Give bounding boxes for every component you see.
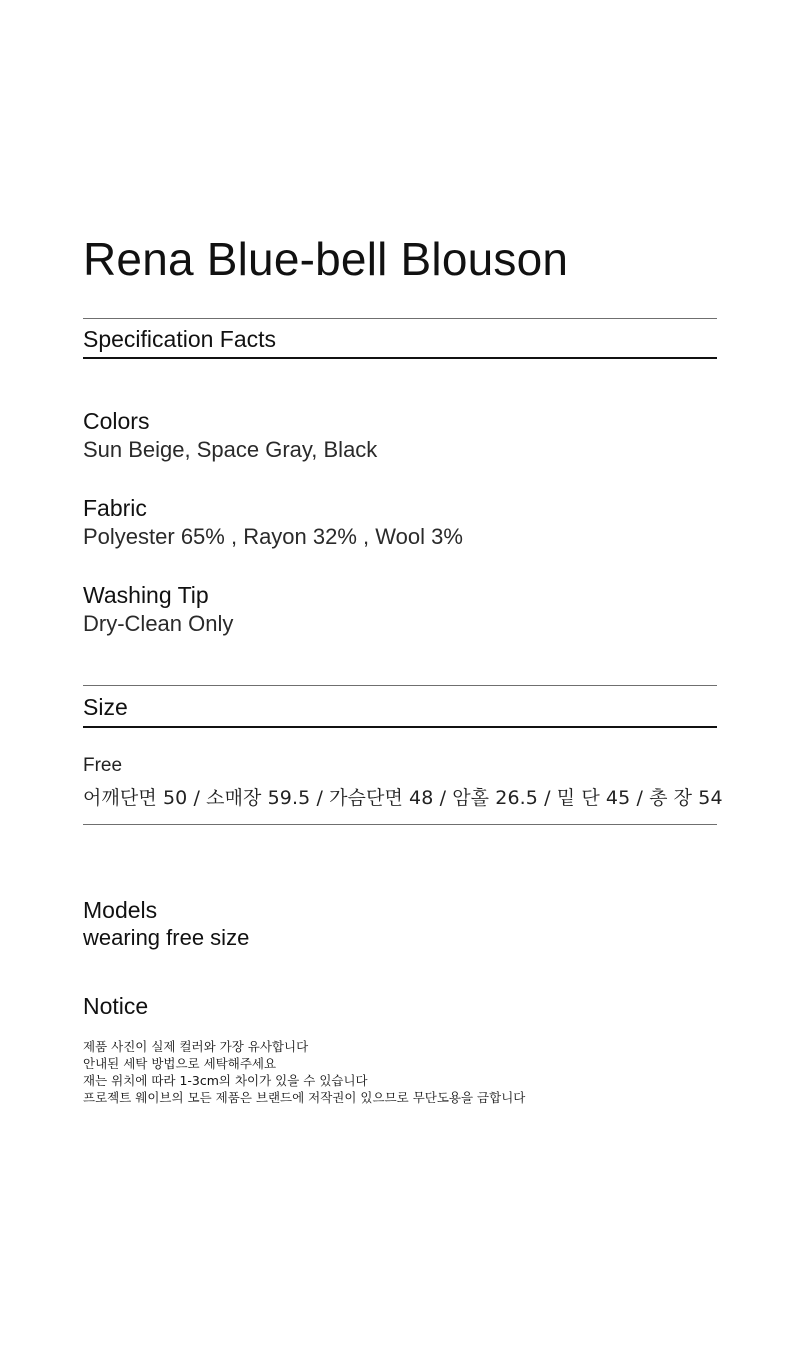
notice-label: Notice xyxy=(83,993,149,1019)
notice-line: 프로젝트 웨이브의 모든 제품은 브랜드에 저작권이 있으므로 무단도용을 금합니다 xyxy=(83,1090,526,1105)
colors-value: Sun Beige, Space Gray, Black xyxy=(83,437,378,462)
product-title: Rena Blue-bell Blouson xyxy=(83,233,569,285)
notice-list xyxy=(83,1038,525,1106)
fabric-label: Fabric xyxy=(83,495,147,521)
divider-spec-top xyxy=(83,318,717,319)
washing-value: Dry-Clean Only xyxy=(83,611,234,636)
models-value: wearing free size xyxy=(83,925,250,950)
fabric-value: Polyester 65% , Rayon 32% , Wool 3% xyxy=(83,524,463,549)
colors-label: Colors xyxy=(83,408,150,434)
notice-line: 재는 위치에 따라 1-3cm의 차이가 있을 수 있습니다 xyxy=(83,1073,368,1088)
divider-size-end xyxy=(83,824,717,825)
notice-line: 안내된 세탁 방법으로 세탁해주세요 xyxy=(83,1056,277,1071)
models-label: Models xyxy=(83,897,158,923)
divider-size-top xyxy=(83,685,717,686)
divider-spec-bottom xyxy=(83,357,717,359)
spec-heading: Specification Facts xyxy=(83,326,277,352)
size-measurements: 어깨단면 50 / 소매장 59.5 / 가슴단면 48 / 암홀 26.5 / 밑 단 45 / 총 장 54 xyxy=(83,787,723,809)
washing-label: Washing Tip xyxy=(83,582,209,608)
divider-size-bottom xyxy=(83,726,717,728)
notice-line: 제품 사진이 실제 컬러와 가장 유사합니다 xyxy=(83,1039,309,1054)
size-name: Free xyxy=(83,755,123,776)
size-heading: Size xyxy=(83,694,128,720)
